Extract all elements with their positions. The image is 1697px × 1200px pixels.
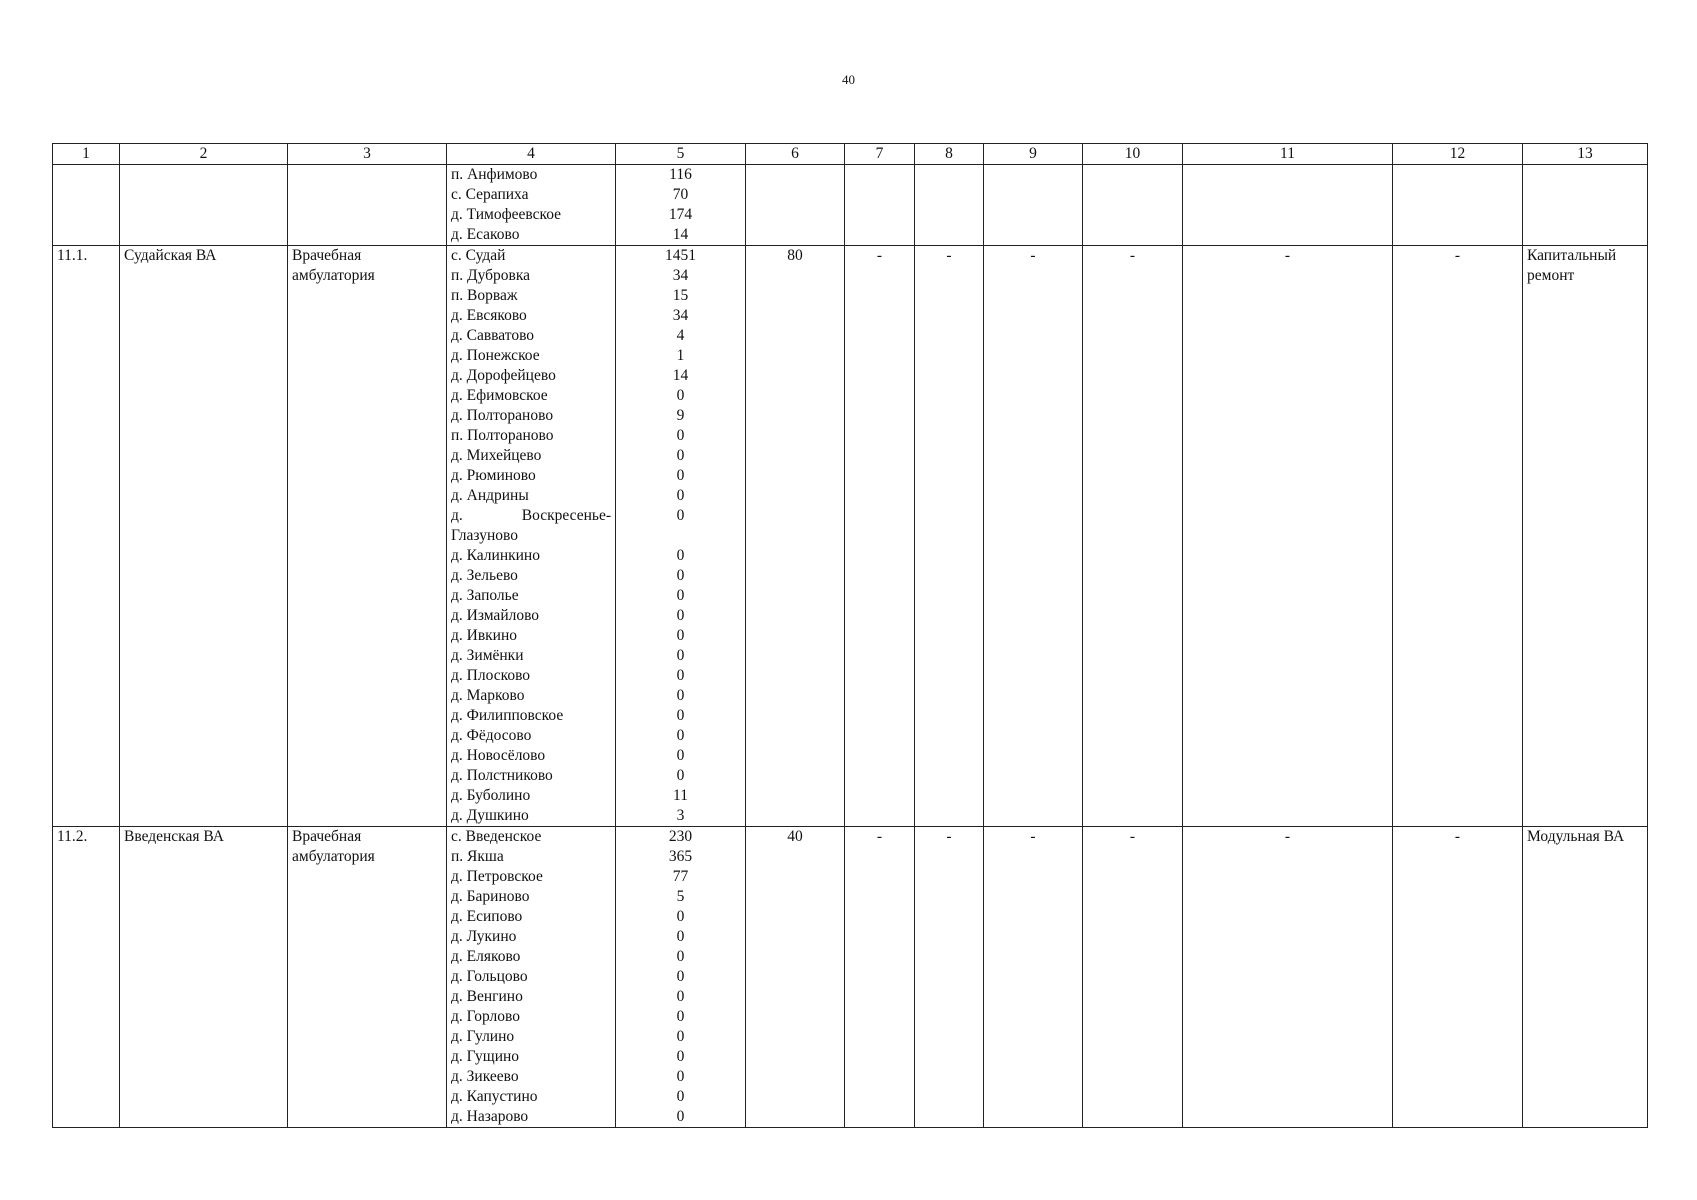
population-value: 0 xyxy=(676,1028,685,1045)
population-value: 0 xyxy=(676,447,685,464)
column-header: 2 xyxy=(120,144,288,165)
capacity-value: 40 xyxy=(746,827,845,1128)
population-value: 0 xyxy=(676,567,685,584)
settlement-name: д. Зикеево xyxy=(451,1068,519,1085)
settlement-name: д. Горлово xyxy=(451,1008,520,1025)
population-value: 15 xyxy=(672,287,689,304)
settlement-name: д. Венгино xyxy=(451,988,523,1005)
settlement-name: д. Ефимовское xyxy=(451,387,548,404)
population-value: 174 xyxy=(668,206,693,223)
population-value: 34 xyxy=(672,307,689,324)
population-value: 0 xyxy=(676,387,685,404)
settlement-name: д. Есаково xyxy=(451,226,520,243)
column-header: 11 xyxy=(1183,144,1393,165)
population-value: 230 xyxy=(668,828,693,845)
settlement-name: п. Анфимово xyxy=(451,166,538,183)
population-value: 77 xyxy=(672,868,689,885)
empty-cell xyxy=(120,165,288,246)
facility-name: Судайская ВА xyxy=(120,246,288,827)
column-header: 3 xyxy=(288,144,447,165)
column-header: 12 xyxy=(1393,144,1523,165)
column-header: 7 xyxy=(845,144,915,165)
empty-cell xyxy=(746,165,845,246)
population-value: 0 xyxy=(676,547,685,564)
dash-value: - xyxy=(1393,246,1523,827)
empty-cell xyxy=(1183,165,1393,246)
column-header: 13 xyxy=(1523,144,1648,165)
capacity-value: 80 xyxy=(746,246,845,827)
population-value: 34 xyxy=(672,267,689,284)
dash-value: - xyxy=(1183,246,1393,827)
settlement-names-cell xyxy=(447,246,616,827)
population-value: 0 xyxy=(676,727,685,744)
population-values-cell xyxy=(616,165,746,246)
settlement-name: п. Дубровка xyxy=(451,267,531,284)
settlement-name: п. Полтораново xyxy=(451,427,554,444)
dash-value: - xyxy=(984,246,1083,827)
empty-cell xyxy=(1523,165,1648,246)
settlement-name: д. Андрины xyxy=(451,487,529,504)
settlement-name: д. Назарово xyxy=(451,1108,529,1125)
settlement-name: д. Бариново xyxy=(451,888,530,905)
settlement-name: д. Савватово xyxy=(451,327,535,344)
empty-cell xyxy=(1393,165,1523,246)
dash-value: - xyxy=(915,827,984,1128)
population-value: 0 xyxy=(676,507,685,524)
planned-action: Модульная ВА xyxy=(1523,827,1648,1128)
population-value: 0 xyxy=(676,687,685,704)
population-value: 0 xyxy=(676,1088,685,1105)
settlement-name: п. Якша xyxy=(451,848,504,865)
settlement-name: д. Дорофейцево xyxy=(451,367,556,384)
column-header-row xyxy=(53,144,1648,165)
settlement-name: д. Михейцево xyxy=(451,447,542,464)
population-value: 0 xyxy=(676,667,685,684)
population-value: 0 xyxy=(676,928,685,945)
population-value: 1451 xyxy=(665,247,696,264)
settlement-name: с. Введенское xyxy=(451,828,542,845)
dash-value: - xyxy=(845,246,915,827)
empty-cell xyxy=(984,165,1083,246)
population-value: 116 xyxy=(669,166,692,183)
settlement-name: д. Гущино xyxy=(451,1048,520,1065)
dash-value: - xyxy=(1083,246,1183,827)
column-header: 4 xyxy=(447,144,616,165)
continuation-row xyxy=(53,165,1648,246)
column-header: 1 xyxy=(53,144,120,165)
column-header: 6 xyxy=(746,144,845,165)
facility-type: Врачебная амбулатория xyxy=(288,827,447,1128)
settlement-name: д. Гулино xyxy=(451,1028,515,1045)
empty-cell xyxy=(1083,165,1183,246)
facility-table xyxy=(52,143,1648,1128)
settlement-prefix: д. xyxy=(451,507,463,524)
population-value: 0 xyxy=(676,647,685,664)
dash-value: - xyxy=(845,827,915,1128)
empty-cell xyxy=(53,165,120,246)
population-value: 0 xyxy=(676,988,685,1005)
population-value: 1 xyxy=(676,347,685,364)
empty-cell xyxy=(915,165,984,246)
dash-value: - xyxy=(1393,827,1523,1128)
settlement-name: д. Понежское xyxy=(451,347,540,364)
population-value: 4 xyxy=(676,327,685,344)
settlement-name: с. Судай xyxy=(451,247,506,264)
population-value: 5 xyxy=(676,888,685,905)
dash-value: - xyxy=(1183,827,1393,1128)
population-values-cell xyxy=(616,246,746,827)
row-number: 11.1. xyxy=(53,246,120,827)
column-header: 9 xyxy=(984,144,1083,165)
population-values-cell xyxy=(616,827,746,1128)
population-value: 0 xyxy=(676,707,685,724)
settlement-name: д. Тимофеевское xyxy=(451,206,562,223)
row-number: 11.2. xyxy=(53,827,120,1128)
population-value: 0 xyxy=(676,427,685,444)
population-value: 0 xyxy=(676,1068,685,1085)
population-value: 365 xyxy=(668,848,693,865)
settlement-name: с. Серапиха xyxy=(451,186,529,203)
settlement-name: д. Зельево xyxy=(451,567,518,584)
settlement-name: д. Евсяково xyxy=(451,307,527,324)
settlement-name: д. Марково xyxy=(451,687,525,704)
empty-cell xyxy=(845,165,915,246)
empty-cell xyxy=(288,165,447,246)
dash-value: - xyxy=(915,246,984,827)
settlement-name: д. Измайлово xyxy=(451,607,540,624)
population-value: 14 xyxy=(672,367,689,384)
settlement-name: д. Заполье xyxy=(451,587,519,604)
population-value: 0 xyxy=(676,1008,685,1025)
settlement-name xyxy=(451,506,611,546)
settlement-name: д. Петровское xyxy=(451,868,543,885)
population-value: 11 xyxy=(673,787,688,804)
settlement-name-rest: Глазуново xyxy=(451,527,518,544)
settlement-name: д. Полстниково xyxy=(451,767,553,784)
settlement-name: д. Капустино xyxy=(451,1088,538,1105)
dash-value: - xyxy=(1083,827,1183,1128)
population-value: 0 xyxy=(676,467,685,484)
settlement-name: д. Есипово xyxy=(451,908,523,925)
population-value: 3 xyxy=(676,807,685,824)
settlement-names-cell xyxy=(447,165,616,246)
settlement-name: д. Ивкино xyxy=(451,627,518,644)
population-value: 0 xyxy=(676,607,685,624)
population-value: 9 xyxy=(676,407,685,424)
population-value: 0 xyxy=(676,767,685,784)
column-header: 8 xyxy=(915,144,984,165)
facility-name: Введенская ВА xyxy=(120,827,288,1128)
population-value: 0 xyxy=(676,747,685,764)
settlement-name: д. Фёдосово xyxy=(451,727,532,744)
settlement-name: д. Филипповское xyxy=(451,707,564,724)
settlement-word: Воскресенье- xyxy=(521,507,611,524)
population-value: 0 xyxy=(676,487,685,504)
settlement-name: д. Рюминово xyxy=(451,467,536,484)
settlement-name: д. Зимёнки xyxy=(451,647,524,664)
settlement-name: д. Плосково xyxy=(451,667,531,684)
facility-row xyxy=(53,246,1648,827)
settlement-name: п. Ворваж xyxy=(451,287,518,304)
column-header: 5 xyxy=(616,144,746,165)
settlement-names-cell xyxy=(447,827,616,1128)
population-value: 0 xyxy=(676,948,685,965)
population-value: 0 xyxy=(676,627,685,644)
population-value: 0 xyxy=(676,587,685,604)
population-value: 0 xyxy=(676,1048,685,1065)
facility-type: Врачебная амбулатория xyxy=(288,246,447,827)
population-value: 0 xyxy=(676,908,685,925)
dash-value: - xyxy=(984,827,1083,1128)
page-number: 40 xyxy=(842,72,855,87)
population-value: 0 xyxy=(676,1108,685,1125)
facility-row xyxy=(53,827,1648,1128)
population-value: 0 xyxy=(676,968,685,985)
settlement-name: д. Буболино xyxy=(451,787,531,804)
settlement-name: д. Еляково xyxy=(451,948,521,965)
settlement-name: д. Полтораново xyxy=(451,407,554,424)
settlement-name: д. Новосёлово xyxy=(451,747,546,764)
settlement-name: д. Калинкино xyxy=(451,547,540,564)
settlement-name: д. Гольцово xyxy=(451,968,528,985)
settlement-name: д. Душкино xyxy=(451,807,529,824)
settlement-name-line xyxy=(451,506,611,526)
column-header: 10 xyxy=(1083,144,1183,165)
population-value: 70 xyxy=(672,186,689,203)
settlement-name: д. Лукино xyxy=(451,928,517,945)
planned-action: Капитальный ремонт xyxy=(1523,246,1648,827)
population-value: 14 xyxy=(672,226,689,243)
